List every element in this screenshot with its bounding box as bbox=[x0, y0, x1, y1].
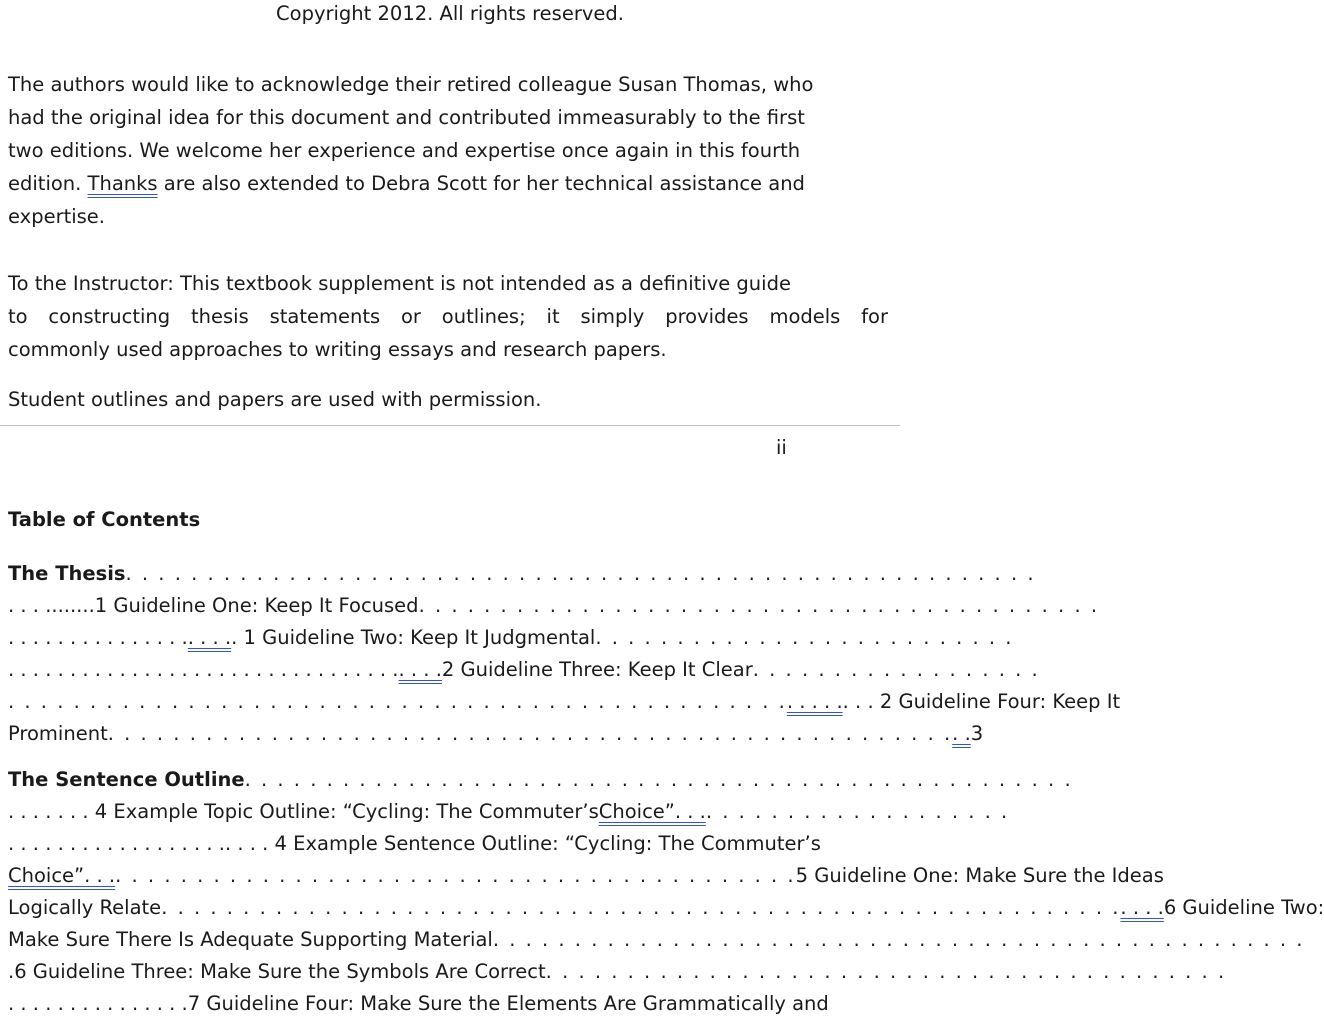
toc-row[interactable] bbox=[8, 956, 1227, 988]
toc-row[interactable] bbox=[8, 988, 886, 1020]
grammar-flag[interactable]: Choice”. . . bbox=[8, 864, 116, 887]
toc-leader: . . . . . . . . . . . . . . . . . . . . . . . . . . . . . . . . . . . . . . . . . . . . . . . . . . bbox=[492, 928, 1305, 951]
toc-title: Table of Contents bbox=[8, 508, 201, 531]
grammar-flag[interactable]: Choice”. . . bbox=[598, 800, 706, 823]
toc-leader: . . . . . . . . . . . . . . . . . . . . . . . . . . . . . . . . . . . . . . . . . . bbox=[545, 960, 1227, 983]
grammar-flag[interactable]: . . bbox=[952, 722, 971, 745]
ack-line-4 bbox=[8, 167, 888, 200]
toc-leader: . . . . . . . . . . . . . . . . . . . bbox=[705, 800, 1010, 823]
ack-line-5: expertise. bbox=[8, 205, 106, 228]
toc-entry-guideline-three-symbols: .6 Guideline Three: Make Sure the Symbols Are Correct bbox=[8, 960, 546, 983]
instructor-paragraph bbox=[8, 267, 888, 366]
toc-entry-guideline-three-clear: 2 Guideline Three: Keep It Clear bbox=[441, 658, 753, 681]
toc-row[interactable] bbox=[8, 828, 886, 860]
toc-entry-prominent: Prominent bbox=[8, 722, 108, 745]
instr-line-1: To the Instructor: This textbook supplement is not intended as a definitive guide bbox=[8, 272, 791, 295]
acknowledgment-paragraph bbox=[8, 68, 888, 233]
page-number: ii bbox=[776, 436, 787, 459]
toc-row[interactable] bbox=[8, 686, 1121, 718]
toc-leader: . . . . . . . . . . . . . . . . . . . . . . . . . . . . . . . . . . . . . . . . . . bbox=[418, 594, 1100, 617]
toc-leader: . . . . . . . . . . . . . . . bbox=[8, 626, 188, 649]
toc-row[interactable] bbox=[8, 796, 1010, 828]
toc-leader: . . . . . . . . . . . . . . . . . . . . . . . . . . . . . . . . . . . . . . . . . . bbox=[115, 864, 796, 887]
permission-note: Student outlines and papers are used with permission. bbox=[8, 388, 542, 411]
toc-entry-logically-relate: Logically Relate bbox=[8, 896, 162, 919]
grammar-flag[interactable]: . . . . . bbox=[786, 690, 843, 713]
toc-entry-example-topic-outline: . . . . . . . 4 Example Topic Outline: “Cycling: The Commuter’s bbox=[8, 800, 599, 823]
ack-line-4-start: edition. bbox=[8, 172, 88, 195]
toc-row[interactable] bbox=[8, 654, 1040, 686]
toc-leader: . . . . . . . . . . . . . . . . . . bbox=[752, 658, 1040, 681]
toc-leader: . . . . . . . . . . . . . . . . . . . . . . . . . . . . . . . . . . . . . . . . . . . . . . . . . . . bbox=[244, 768, 1073, 791]
toc-entry-guideline-four-grammatical: . . . . . . . . . . . . . . .7 Guideline Four: Make Sure the Elements Are Grammatically and bbox=[8, 992, 829, 1015]
instr-line-2: to constructing thesis statements or outlines; it simply provides models for bbox=[8, 305, 888, 328]
copyright-notice: Copyright 2012. All rights reserved. bbox=[276, 2, 624, 25]
toc-page-number: 3 bbox=[970, 722, 984, 745]
table-of-contents bbox=[8, 558, 1324, 1020]
toc-row[interactable] bbox=[8, 558, 1036, 590]
toc-entry-supporting-material: Make Sure There Is Adequate Supporting Material bbox=[8, 928, 493, 951]
toc-leader: . . . . . . . . . . . . . . . . . . . . . . . . . . . . . . . . . . . . . . . . . . . . . . . . . . . . . . . . bbox=[125, 562, 1036, 585]
grammar-flag[interactable]: . . . . bbox=[187, 626, 232, 649]
ack-line-2: had the original idea for this document and contributed immeasurably to the first bbox=[8, 106, 805, 129]
grammar-flag[interactable]: . . . . bbox=[1120, 896, 1164, 919]
ack-line-1: The authors would like to acknowledge their retired colleague Susan Thomas, who bbox=[8, 73, 814, 96]
ack-line-3: two editions. We welcome her experience and expertise once again in this fourth bbox=[8, 139, 801, 162]
toc-entry-guideline-one-ideas: 5 Guideline One: Make Sure the Ideas bbox=[795, 864, 1164, 887]
toc-entry-sentence-outline: The Sentence Outline bbox=[8, 768, 245, 791]
toc-row[interactable] bbox=[8, 892, 1324, 924]
grammar-flagged-word[interactable]: Thanks bbox=[87, 172, 158, 195]
toc-entry-example-sentence-outline: . . . . . . . . . . . . . . . . . .. . . . 4 Example Sentence Outline: “Cycling: The Commuter’s bbox=[8, 832, 821, 855]
toc-leader: . . . . . . . . . . . . . . . . . . . . . . . . . . . . . . . . bbox=[8, 658, 399, 681]
toc-entry-guideline-two-judgmental: . 1 Guideline Two: Keep It Judgmental bbox=[231, 626, 596, 649]
toc-leader: . . . . . . . . . . . . . . . . . . . . . . . . . . . . . . . . . . . . . . . . . . . . . . . . bbox=[8, 690, 787, 713]
toc-row[interactable] bbox=[8, 718, 984, 750]
page-break-divider bbox=[0, 425, 900, 426]
toc-leader: . . . . . . . . . . . . . . . . . . . . . . . . . . . . . . . . . . . . . . . . . . . . . . . . . . . . . . . . . . . bbox=[161, 896, 1121, 919]
toc-entry-thesis: The Thesis bbox=[8, 562, 126, 585]
toc-row[interactable] bbox=[8, 924, 1305, 956]
ack-line-4-end: are also extended to Debra Scott for her technical assistance and bbox=[157, 172, 805, 195]
instr-line-3: commonly used approaches to writing essays and research papers. bbox=[8, 338, 667, 361]
toc-row[interactable] bbox=[8, 860, 1164, 892]
toc-entry-guideline-four-prominent: . . . 2 Guideline Four: Keep It bbox=[842, 690, 1121, 713]
toc-entry-guideline-two-supporting: 6 Guideline Two: bbox=[1163, 896, 1324, 919]
toc-row[interactable] bbox=[8, 764, 1073, 796]
grammar-flag[interactable]: . . . . bbox=[398, 658, 442, 681]
toc-leader: . . . . . . . . . . . . . . . . . . . . . . . . . . . . . . . . . . . . . . . . . . . . . . . . . . . . bbox=[107, 722, 953, 745]
toc-entry-guideline-one-focused: . . . ........1 Guideline One: Keep It Focused bbox=[8, 594, 419, 617]
toc-row[interactable] bbox=[8, 622, 1014, 654]
toc-leader: . . . . . . . . . . . . . . . . . . . . . . . . . . bbox=[595, 626, 1014, 649]
toc-row[interactable] bbox=[8, 590, 1100, 622]
